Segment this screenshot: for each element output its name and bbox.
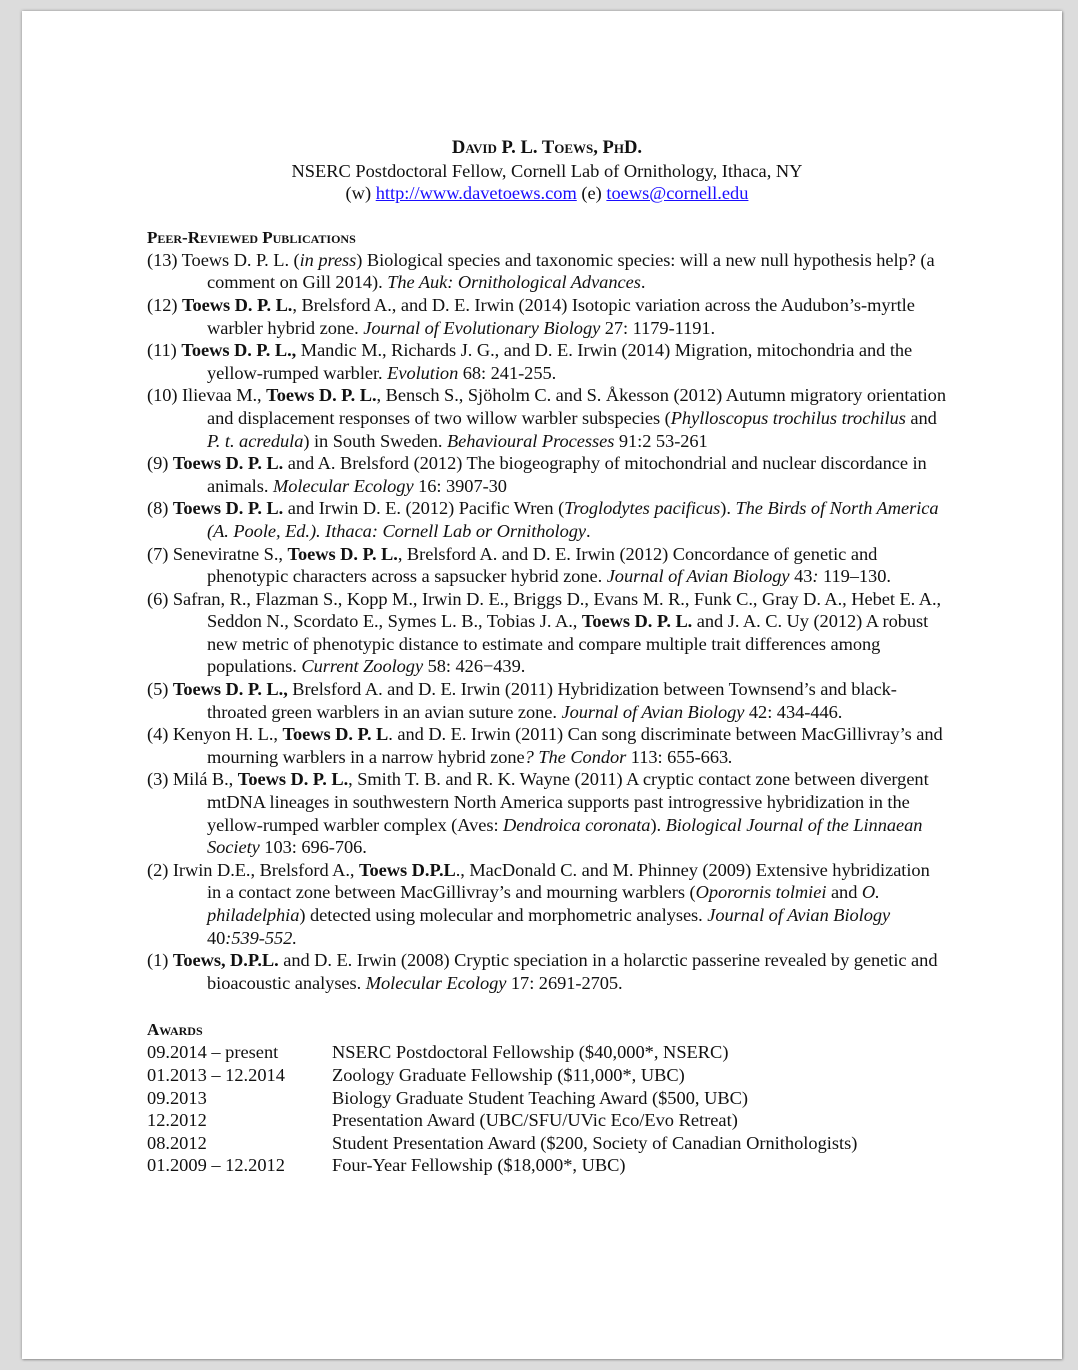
author-highlight: Toews D.P.L bbox=[359, 859, 456, 880]
italic-text: ? The Condor bbox=[524, 746, 627, 767]
citation-text: (6) Safran, R., Flazman S., Kopp M., Irwin D. E., Briggs D., Evans M. R., Funk C., Gray D. A., Hebet E. A., Seddon N., Scordato E., Symes L. B., Tobias J. A., bbox=[147, 588, 942, 632]
italic-text: Journal of Evolutionary Biology bbox=[363, 317, 601, 338]
award-description: Zoology Graduate Fellowship ($11,000*, UBC) bbox=[332, 1064, 685, 1085]
author-name: David P. L. Toews, PhD. bbox=[451, 137, 643, 158]
citation-text: 43 bbox=[789, 566, 813, 587]
citation-text: (11) bbox=[147, 340, 182, 361]
italic-text: Journal of Avian Biology bbox=[707, 905, 891, 925]
award-row bbox=[147, 1132, 947, 1155]
italic-text: Molecular Ecology bbox=[272, 475, 414, 496]
publication-entry bbox=[147, 588, 947, 678]
citation-text: ) in South Sweden. bbox=[303, 430, 447, 451]
email-prefix: (e) bbox=[576, 183, 607, 204]
citation-text: (8) bbox=[147, 498, 173, 519]
italic-text: Behavioural Processes bbox=[446, 430, 615, 451]
author-highlight: Toews D. P. L. bbox=[581, 611, 693, 632]
citation-text: (4) Kenyon H. L., bbox=[147, 724, 283, 745]
award-description: Biology Graduate Student Teaching Award ($500, UBC) bbox=[332, 1087, 749, 1108]
italic-text: O. philadelphia bbox=[207, 882, 880, 925]
awards-list bbox=[147, 1041, 947, 1177]
italic-text: : bbox=[812, 566, 819, 587]
citation-text: and bbox=[905, 407, 937, 428]
citation-text: and J. A. C. Uy (2012) A robust new metric of phenotypic distance to estimate and compare multiple trait differences among populations. bbox=[207, 611, 929, 677]
italic-text: :539-552. bbox=[225, 927, 297, 948]
author-highlight: Toews D. P. L., bbox=[181, 340, 297, 361]
publication-entry bbox=[147, 543, 947, 588]
citation-text: 27: 1179-1191. bbox=[600, 317, 716, 338]
citation-text: 91:2 53-261 bbox=[614, 430, 708, 451]
author-highlight: Toews D. P. L., bbox=[172, 679, 288, 700]
publication-entry bbox=[147, 497, 947, 542]
publication-entry bbox=[147, 768, 947, 858]
publication-entry bbox=[147, 949, 947, 994]
citation-text: and bbox=[826, 882, 862, 903]
publications-list bbox=[147, 249, 947, 995]
italic-text: Phylloscopus trochilus trochilus bbox=[670, 407, 906, 428]
citation-text: 103: 696-706. bbox=[259, 837, 367, 858]
citation-text: ) detected using molecular and morphometric analyses. bbox=[299, 905, 708, 925]
italic-text: in press bbox=[299, 249, 357, 270]
citation-text: ) Biological species and taxonomic species: will a new null hypothesis help? (a comment on Gill 2014). bbox=[207, 249, 935, 293]
citation-text: ., MacDonald C. and M. Phinney (2009) Extensive hybridization in a contact zone between MacGillivray’s and mourning warblers ( bbox=[207, 859, 930, 903]
author-highlight: Toews D. P. L. bbox=[287, 543, 398, 564]
author-highlight: Toews D. P. L. bbox=[182, 294, 293, 315]
award-row bbox=[147, 1064, 947, 1087]
author-position: NSERC Postdoctoral Fellow, Cornell Lab of Ornithology, Ithaca, NY bbox=[291, 160, 803, 181]
citation-text: (3) Milá B., bbox=[147, 769, 238, 790]
citation-text: (7) Seneviratne S., bbox=[147, 543, 288, 564]
publication-entry bbox=[147, 294, 947, 339]
award-date: 12.2012 bbox=[147, 1110, 207, 1131]
award-description: Student Presentation Award ($200, Society of Canadian Ornithologists) bbox=[332, 1132, 858, 1153]
author-highlight: Toews D. P. L. bbox=[266, 385, 377, 406]
citation-text: . bbox=[640, 272, 646, 293]
award-row bbox=[147, 1154, 947, 1177]
citation-text: and Irwin D. E. (2012) Pacific Wren ( bbox=[283, 498, 565, 519]
publication-entry bbox=[147, 452, 947, 497]
citation-text: (12) bbox=[147, 294, 182, 315]
citation-text: (10) Ilievaa M., bbox=[147, 385, 267, 406]
citation-text: 40 bbox=[207, 927, 226, 948]
citation-text: 119–130. bbox=[818, 566, 891, 587]
italic-text: The Auk: Ornithological Advances bbox=[387, 272, 641, 293]
author-highlight: Toews D. P. L. bbox=[172, 498, 284, 519]
citation-text: (5) bbox=[147, 679, 173, 700]
italic-text: Biological Journal of the Linnaean Society bbox=[207, 814, 923, 858]
italic-text: Troglodytes pacificus bbox=[564, 498, 721, 519]
website-link[interactable]: http://www.davetoews.com bbox=[375, 183, 577, 204]
award-date: 01.2013 – 12.2014 bbox=[147, 1064, 285, 1085]
publication-entry bbox=[147, 339, 947, 384]
award-date: 09.2014 – present bbox=[147, 1042, 279, 1063]
citation-text: ). bbox=[720, 498, 736, 519]
italic-text: Current Zoology bbox=[301, 656, 424, 677]
award-date: 01.2009 – 12.2012 bbox=[147, 1155, 285, 1176]
author-highlight: Toews D. P. L. bbox=[172, 453, 284, 474]
citation-text: Mandic M., Richards J. G., and D. E. Irwin (2014) Migration, mitochondria and the yellow-rumped warbler. bbox=[207, 340, 913, 383]
award-row bbox=[147, 1109, 947, 1132]
award-row bbox=[147, 1087, 947, 1110]
citation-text: , Brelsford A. and D. E. Irwin (2012) Concordance of genetic and phenotypic characters across a sapsucker hybrid zone. bbox=[207, 543, 878, 587]
citation-text: and A. Brelsford (2012) The biogeography of mitochondrial and nuclear discordance in animals. bbox=[207, 453, 927, 496]
award-row bbox=[147, 1041, 947, 1064]
publication-entry bbox=[147, 678, 947, 723]
citation-text: 68: 241-255. bbox=[458, 362, 557, 383]
italic-text: Journal of Avian Biology bbox=[561, 701, 745, 722]
website-prefix: (w) bbox=[345, 183, 376, 204]
publication-entry bbox=[147, 859, 947, 949]
cv-header bbox=[147, 137, 947, 205]
italic-text: The Birds of North America (A. Poole, Ed.). Ithaca: Cornell Lab or Ornithology bbox=[207, 498, 939, 541]
award-description: Presentation Award (UBC/SFU/UVic Eco/Evo Retreat) bbox=[332, 1110, 738, 1131]
author-highlight: Toews D. P. L bbox=[282, 724, 389, 745]
citation-text: 17: 2691-2705. bbox=[506, 972, 623, 993]
award-date: 08.2012 bbox=[147, 1132, 207, 1153]
awards-heading: Awards bbox=[147, 1020, 203, 1040]
citation-text: , Bensch S., Sjöholm C. and S. Åkesson (2012) Autumn migratory orientation and displacement responses of two willow warbler subspecies ( bbox=[207, 385, 946, 428]
citation-text: . and D. E. Irwin (2011) Can song discriminate between MacGillivray’s and mourning warblers in a narrow hybrid zone bbox=[207, 724, 943, 767]
citation-text: . bbox=[586, 520, 591, 541]
citation-text: (1) bbox=[147, 950, 173, 971]
citation-text: (13) Toews D. P. L. ( bbox=[147, 249, 300, 270]
citation-text: , Smith T. B. and R. K. Wayne (2011) A cryptic contact zone between divergent mtDNA lineages in southwestern North America supports past introgressive hybridization in the yellow-rumped warbler complex (Aves: bbox=[207, 769, 929, 835]
award-description: Four-Year Fellowship ($18,000*, UBC) bbox=[332, 1155, 626, 1176]
citation-text: ). bbox=[650, 814, 666, 835]
italic-text: Journal of Avian Biology bbox=[606, 566, 790, 587]
citation-text: 42: 434-446. bbox=[744, 701, 843, 722]
award-date: 09.2013 bbox=[147, 1087, 207, 1108]
publication-entry bbox=[147, 384, 947, 452]
citation-text: Brelsford A. and D. E. Irwin (2011) Hybridization between Townsend’s and black-throated green warblers in an avian suture zone. bbox=[207, 679, 897, 722]
document-content bbox=[147, 137, 947, 1177]
publication-entry bbox=[147, 249, 947, 294]
citation-text: (2) Irwin D.E., Brelsford A., bbox=[147, 859, 359, 880]
award-description: NSERC Postdoctoral Fellowship ($40,000*, NSERC) bbox=[332, 1042, 729, 1063]
author-highlight: Toews, D.P.L. bbox=[172, 950, 279, 971]
citation-text: (9) bbox=[147, 453, 173, 474]
citation-text: 58: 426−439. bbox=[423, 656, 526, 677]
email-link[interactable]: toews@cornell.edu bbox=[606, 183, 749, 204]
italic-text: Molecular Ecology bbox=[365, 972, 507, 993]
italic-text: P. t. acredula bbox=[207, 430, 304, 451]
italic-text: Dendroica coronata bbox=[503, 814, 651, 835]
italic-text: Evolution bbox=[387, 362, 459, 383]
publications-heading: Peer-Reviewed Publications bbox=[147, 227, 356, 247]
publication-entry bbox=[147, 723, 947, 768]
citation-text: and D. E. Irwin (2008) Cryptic speciation in a holarctic passerine revealed by genetic and bioacoustic analyses. bbox=[207, 950, 938, 993]
citation-text: , Brelsford A., and D. E. Irwin (2014) Isotopic variation across the Audubon’s-myrtle warbler hybrid zone. bbox=[207, 294, 915, 338]
italic-text: Oporornis tolmiei bbox=[695, 882, 827, 903]
author-highlight: Toews D. P. L. bbox=[237, 769, 349, 790]
document-page bbox=[22, 11, 1062, 1359]
citation-text: 16: 3907-30 bbox=[413, 475, 507, 496]
citation-text: 113: 655-663 bbox=[626, 746, 729, 767]
italic-text: . bbox=[728, 746, 733, 767]
contact-line bbox=[147, 182, 947, 205]
